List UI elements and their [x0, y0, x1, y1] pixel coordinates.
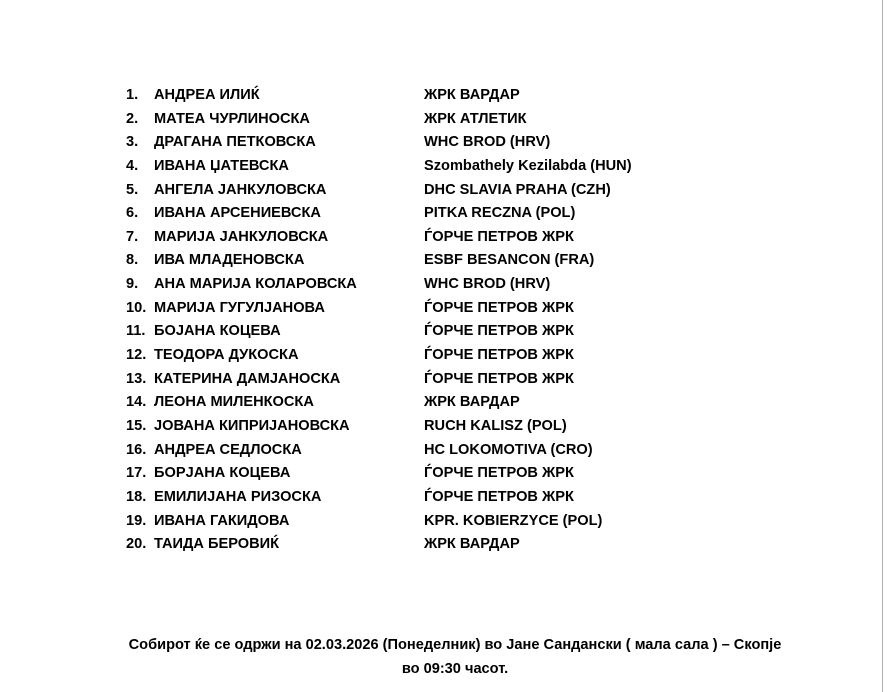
player-number: 16.	[126, 441, 147, 458]
player-number: 14.	[126, 394, 147, 411]
player-name: ЛЕОНА МИЛЕНКОСКА	[154, 394, 314, 411]
player-number: 19.	[126, 512, 147, 529]
footer-note	[40, 633, 870, 681]
player-number: 1.	[126, 87, 139, 103]
player-club: PITKA RECZNA (POL)	[424, 205, 576, 222]
player-number: 8.	[126, 252, 139, 269]
player-club: WHC BROD (HRV)	[424, 276, 551, 293]
player-club: Szombathely Kezilabda (HUN)	[424, 157, 632, 174]
player-name: БОЈАНА КОЦЕВА	[154, 323, 281, 340]
player-number: 10.	[126, 299, 147, 316]
player-number: 13.	[126, 370, 147, 387]
player-number: 20.	[126, 536, 147, 553]
player-name: ЕМИЛИЈАНА РИЗОСКА	[154, 488, 322, 505]
player-club: WHC BROD (HRV)	[424, 134, 551, 151]
player-club: RUCH KALISZ (POL)	[424, 417, 567, 434]
footer-line-2: во 09:30 часот.	[401, 661, 509, 677]
player-number: 6.	[126, 205, 139, 222]
player-name: МАРИЈА ГУГУЛЈАНОВА	[154, 299, 325, 316]
player-name: ИВАНА ГАКИДОВА	[154, 512, 290, 529]
player-club: ЖРК ВАРДАР	[424, 536, 520, 553]
player-name: ТЕОДОРА ДУКОСКА	[154, 347, 299, 364]
player-club: ЃОРЧЕ ПЕТРОВ ЖРК	[424, 347, 574, 364]
player-club: KPR. KOBIERZYCE (POL)	[424, 512, 603, 529]
player-number: 2.	[126, 110, 139, 127]
player-club: ЃОРЧЕ ПЕТРОВ ЖРК	[424, 370, 574, 387]
player-club: ЖРК ВАРДАР	[424, 87, 520, 103]
player-number: 3.	[126, 134, 139, 151]
player-name: БОРЈАНА КОЦЕВА	[154, 465, 291, 482]
player-name: МАТЕА ЧУРЛИНОСКА	[154, 110, 310, 127]
player-club: ЃОРЧЕ ПЕТРОВ ЖРК	[424, 323, 574, 340]
player-name: АНДРЕА СЕДЛОСКА	[154, 441, 302, 458]
player-name: ИВА МЛАДЕНОВСКА	[154, 252, 305, 269]
player-club: ЃОРЧЕ ПЕТРОВ ЖРК	[424, 299, 574, 316]
player-number: 9.	[126, 276, 139, 293]
player-number: 11.	[126, 323, 146, 340]
player-name: МАРИЈА ЈАНКУЛОВСКА	[154, 228, 329, 245]
player-number: 5.	[126, 181, 139, 198]
player-name: АНГЕЛА ЈАНКУЛОВСКА	[154, 181, 327, 198]
player-name: КАТЕРИНА ДАМЈАНОСКА	[154, 370, 341, 387]
player-club: HC LOKOMOTIVA (CRO)	[424, 441, 593, 458]
player-name: АНДРЕА ИЛИЌ	[154, 87, 260, 103]
player-club: ЖРК АТЛЕТИК	[424, 110, 527, 127]
player-club: ЖРК ВАРДАР	[424, 394, 520, 411]
page-edge	[882, 0, 883, 692]
player-number: 15.	[126, 417, 147, 434]
player-number: 17.	[126, 465, 147, 482]
player-club: ESBF BESANCON (FRA)	[424, 252, 595, 269]
player-name: ИВАНА ЏАТЕВСКА	[154, 157, 289, 174]
player-number: 4.	[126, 157, 139, 174]
player-club: ЃОРЧЕ ПЕТРОВ ЖРК	[424, 488, 574, 505]
player-name: АНА МАРИЈА КОЛАРОВСКА	[154, 276, 357, 293]
player-number: 18.	[126, 488, 147, 505]
footer-line-1: Собирот ќе се одржи на 02.03.2026 (Понеделник) во Јане Сандански ( мала сала ) – Скопје	[128, 637, 782, 653]
player-club: DHC SLAVIA PRAHA (CZH)	[424, 181, 611, 198]
player-number: 12.	[126, 347, 147, 364]
player-number: 7.	[126, 228, 139, 245]
player-name: ТАИДА БЕРОВИЌ	[154, 536, 280, 553]
player-name: ДРАГАНА ПЕТКОВСКА	[154, 134, 316, 151]
player-club: ЃОРЧЕ ПЕТРОВ ЖРК	[424, 465, 574, 482]
player-club: ЃОРЧЕ ПЕТРОВ ЖРК	[424, 228, 574, 245]
player-name: ЈОВАНА КИПРИЈАНОВСКА	[154, 417, 350, 434]
player-name: ИВАНА АРСЕНИЕВСКА	[154, 205, 321, 222]
